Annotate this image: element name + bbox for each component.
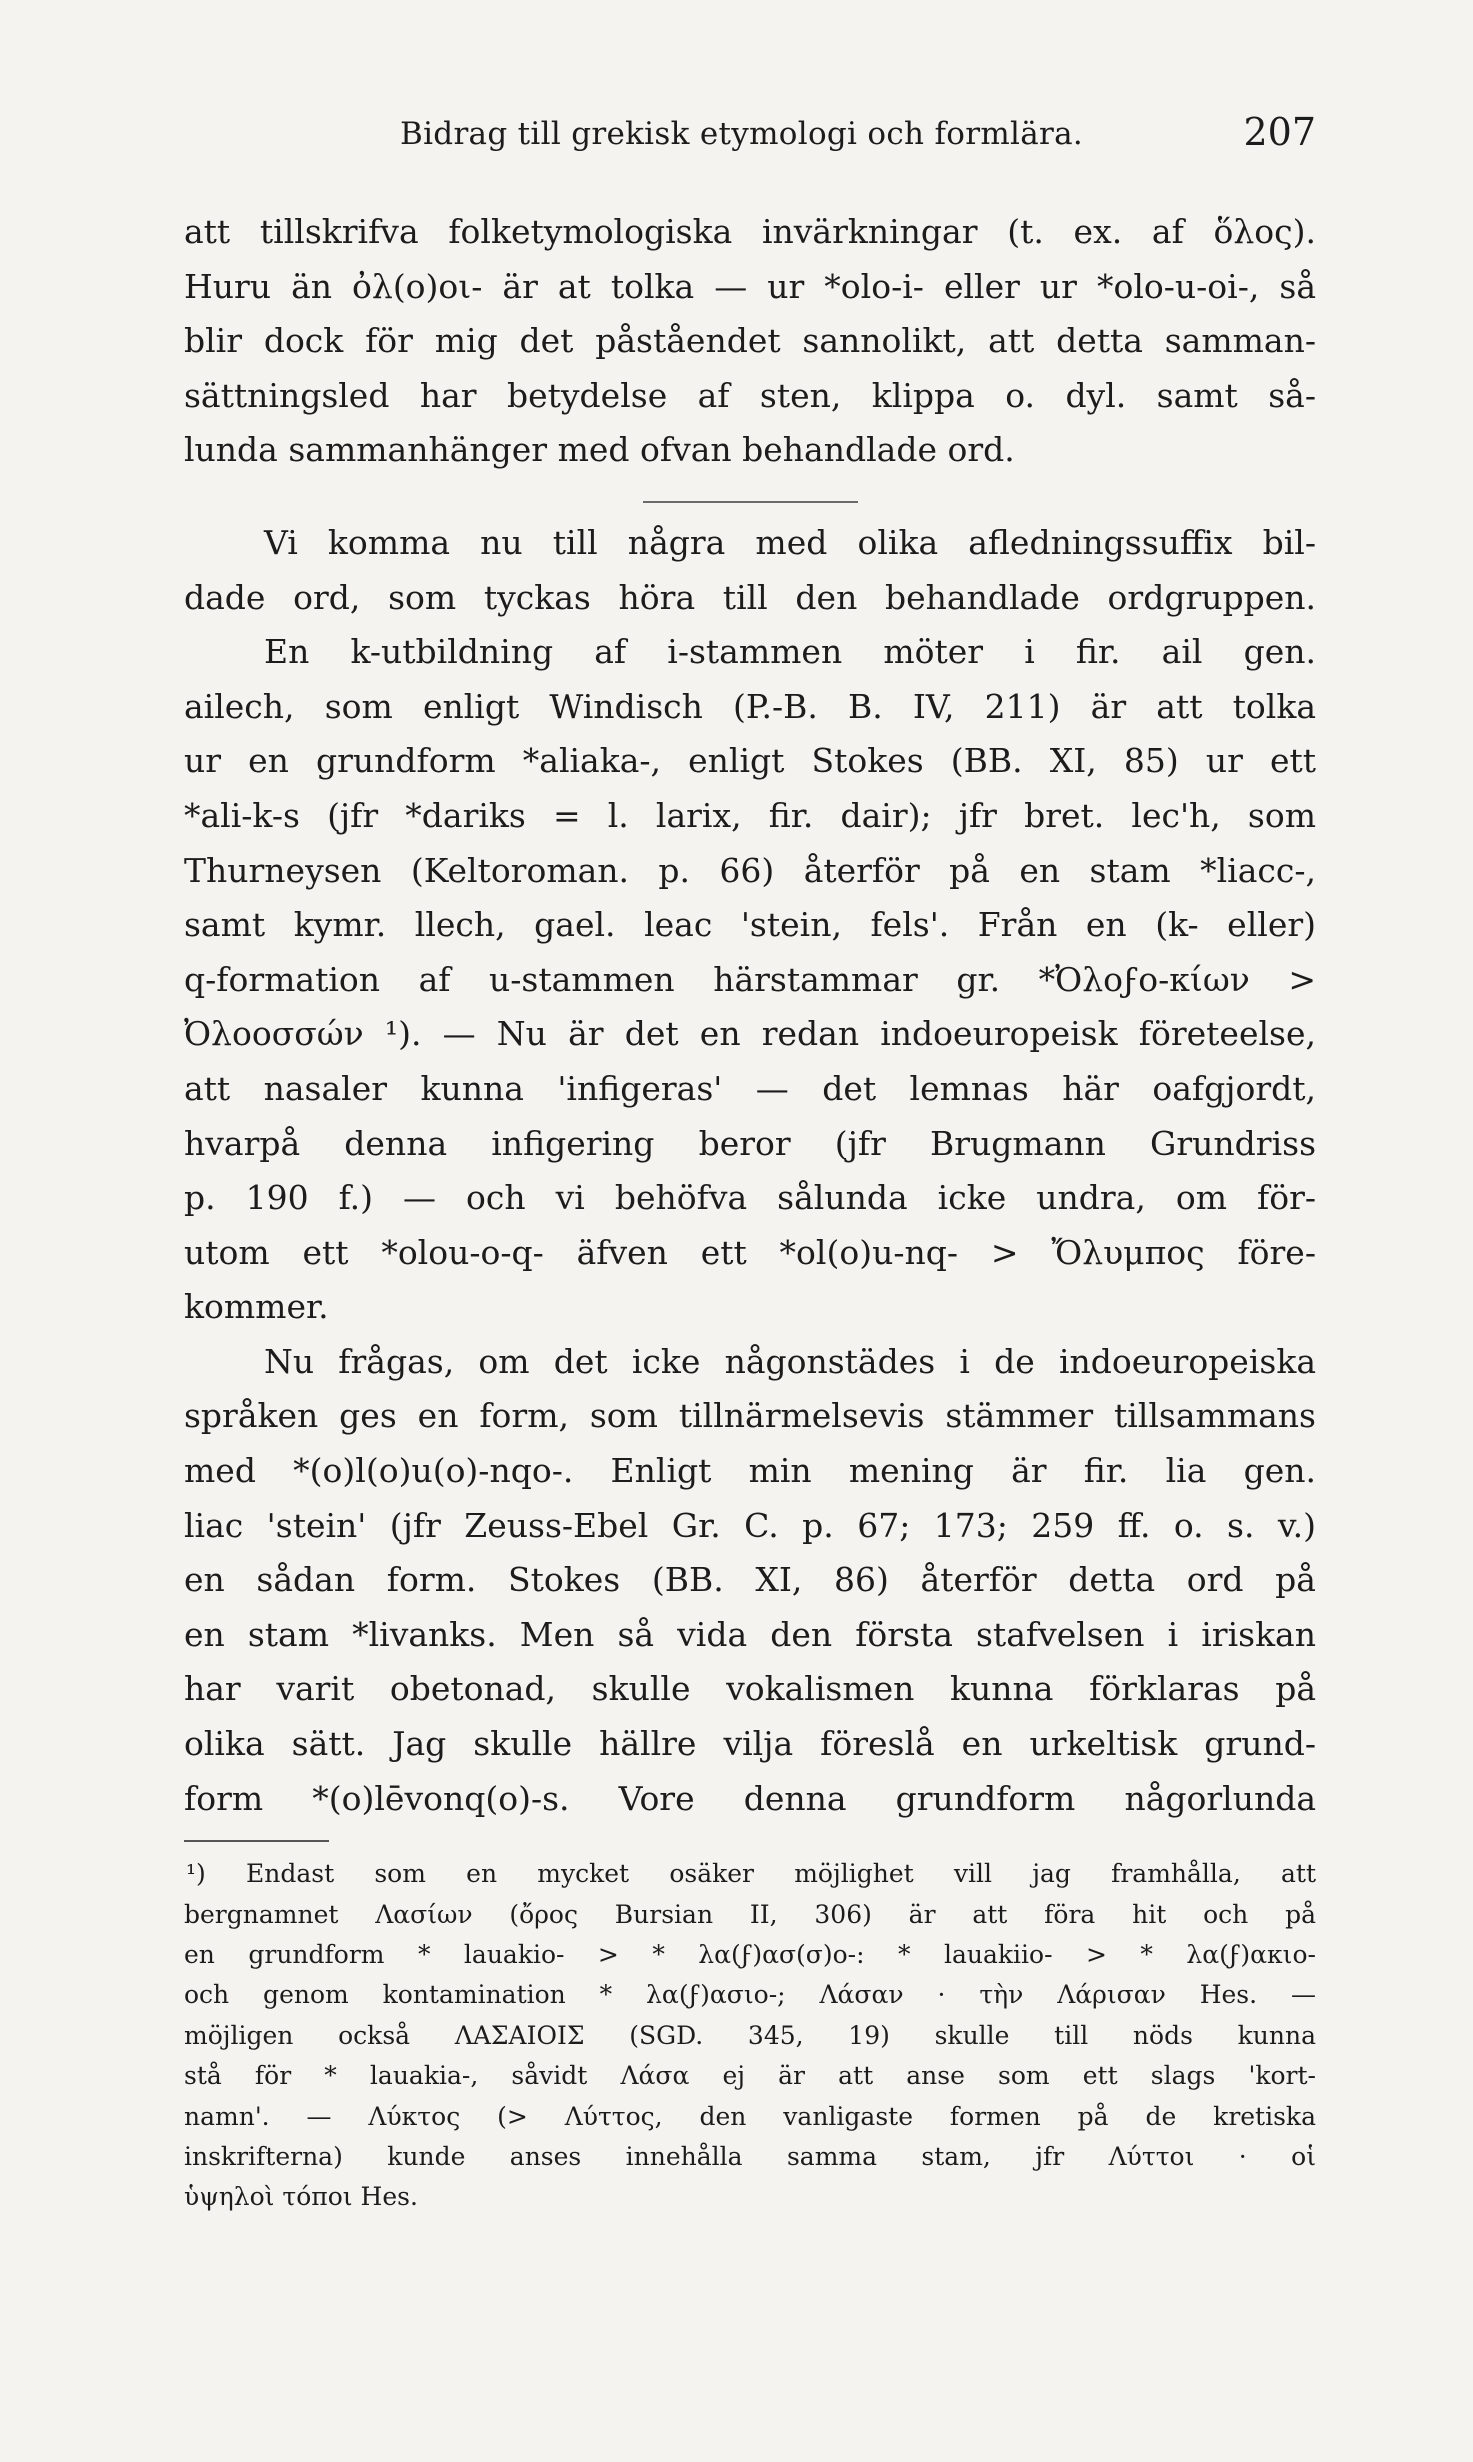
footnote-line: en grundform * lauakio- > * λα(ϝ)ασ(σ)ο-: * lauakiio- > * λα(ϝ)ακιο- [184, 1940, 1316, 1969]
footnote-line: ὑψηλοὶ τόποι Hes. [184, 2182, 418, 2212]
text-line: sättningsled har betydelse af sten, klippa o. dyl. samt så- [184, 375, 1316, 415]
text-line: hvarpå denna infigering beror (jfr Brugmann Grundriss [184, 1123, 1316, 1163]
text-line: form *(o)lēvonq(o)-s. Vore denna grundform någorlunda [184, 1778, 1316, 1818]
text-line: att tillskrifva folketymologiska invärkningar (t. ex. af ὅλος). [184, 212, 1316, 251]
paragraph-1 [184, 205, 1316, 478]
text-line: utom ett *olou-o-q- äfven ett *ol(o)u-nq- > Ὄλυμπος före- [184, 1232, 1316, 1272]
running-header [0, 108, 1473, 158]
text-line: dade ord, som tyckas höra till den behandlade ordgruppen. [184, 577, 1316, 617]
text-line: en sådan form. Stokes (BB. XI, 86) återför detta ord på [184, 1560, 1316, 1600]
text-line: blir dock för mig det påståendet sannolikt, att detta samman- [184, 321, 1316, 361]
text-line: En k-utbildning af i-stammen möter i fir. ail gen. [264, 632, 1316, 672]
section-divider [643, 501, 858, 503]
footnote-line: och genom kontamination * λα(ϝ)ασιο-; Λάσαν · τὴν Λάρισαν Hes. — [184, 1980, 1316, 2010]
paragraph-2 [184, 516, 1316, 1335]
text-line: p. 190 f.) — och vi behöfva sålunda icke undra, om för- [184, 1178, 1316, 1218]
text-line: *ali-k-s (jfr *dariks = l. larix, fir. dair); jfr bret. lec'h, som [184, 795, 1316, 835]
text-line: q-formation af u-stammen härstammar gr. *Ὀλοϝο-κίων > [184, 959, 1316, 999]
text-line: lunda sammanhänger med ofvan behandlade ord. [184, 430, 1015, 470]
text-line: att nasaler kunna 'infigeras' — det lemnas här oafgjordt, [184, 1068, 1316, 1108]
text-line: liac 'stein' (jfr Zeuss-Ebel Gr. C. p. 67; 173; 259 ff. o. s. v.) [184, 1505, 1316, 1545]
footnote-line: möjligen också ΛΑΣΑΙΟΙΣ (SGD. 345, 19) skulle till nöds kunna [184, 2020, 1316, 2050]
footnote-line: namn'. — Λύκτος (> Λύττος, den vanligaste formen på de kretiska [184, 2101, 1316, 2131]
main-text [184, 205, 1316, 2218]
text-line: kommer. [184, 1287, 329, 1327]
page-number: 207 [1243, 110, 1316, 154]
text-line: ailech, som enligt Windisch (P.-B. B. IV, 211) är att tolka [184, 686, 1316, 726]
footnote-divider [184, 1840, 329, 1842]
text-line: Nu frågas, om det icke någonstädes i de indoeuropeiska [264, 1341, 1316, 1381]
footnote-line: stå för * lauakia-, såvidt Λάσα ej är att anse som ett slags 'kort- [184, 2061, 1316, 2091]
text-line: Ὀλοοσσών ¹). — Nu är det en redan indoeuropeisk företeelse, [184, 1014, 1316, 1054]
footnote [184, 1854, 1316, 2218]
footnote-line: ¹) Endast som en mycket osäker möjlighet vill jag framhålla, att [186, 1859, 1316, 1889]
text-line: Vi komma nu till några med olika afledningssuffix bil- [264, 522, 1316, 562]
footnote-line: inskrifterna) kunde anses innehålla samma stam, jfr Λύττοι · οἱ [184, 2141, 1316, 2171]
text-line: ur en grundform *aliaka-, enligt Stokes (BB. XI, 85) ur ett [184, 741, 1316, 781]
text-line: Huru än ὀλ(ο)οι- är at tolka — ur *olo-i- eller ur *olo-u-oi-, så [184, 266, 1316, 306]
footnote-line: bergnamnet Λασίων (ὄρος Bursian II, 306) är att föra hit och på [184, 1899, 1316, 1929]
paragraph-3 [184, 1335, 1316, 1826]
text-line: samt kymr. llech, gael. leac 'stein, fels'. Från en (k- eller) [184, 905, 1316, 945]
text-line: har varit obetonad, skulle vokalismen kunna förklaras på [184, 1669, 1316, 1709]
text-line: olika sätt. Jag skulle hällre vilja föreslå en urkeltisk grund- [184, 1724, 1316, 1764]
text-line: med *(o)l(o)u(o)-nqo-. Enligt min mening är fir. lia gen. [184, 1451, 1316, 1491]
header-title: Bidrag till grekisk etymologi och formlära. [400, 116, 1084, 152]
text-line: språken ges en form, som tillnärmelsevis stämmer tillsammans [184, 1396, 1316, 1436]
text-line: Thurneysen (Keltoroman. p. 66) återför på en stam *liacc-, [184, 850, 1316, 890]
text-line: en stam *livanks. Men så vida den första stafvelsen i iriskan [184, 1614, 1316, 1654]
